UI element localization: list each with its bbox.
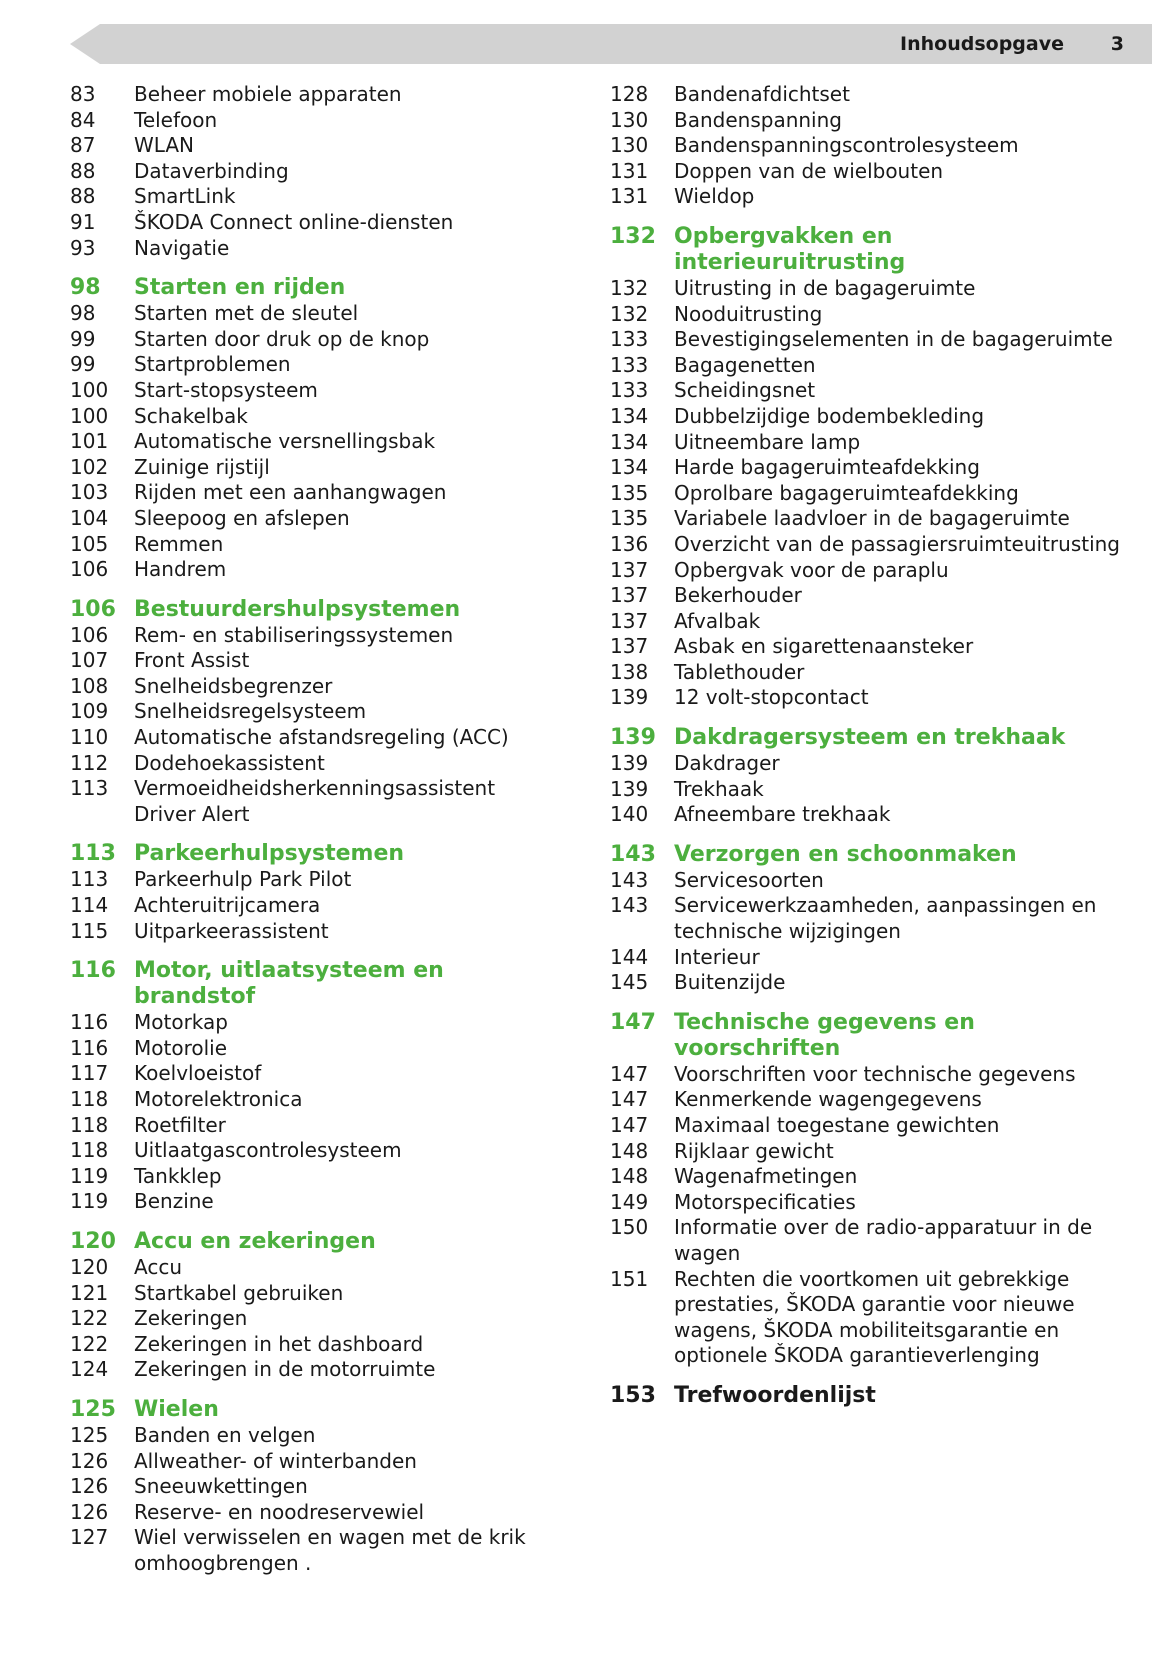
toc-entry-title: Accu — [134, 1254, 182, 1279]
toc-page-number: 88 — [70, 158, 96, 183]
toc-entry-title: Technische gegevens en voorschriften — [674, 1009, 975, 1061]
toc-entry[interactable] — [610, 378, 1130, 404]
toc-entry[interactable] — [70, 1087, 550, 1113]
toc-entry-title: Rechten die voortkomen uit gebrekkige prestaties, ŠKODA garantie voor nieuwe wagens, ŠKODA mobiliteitsgarantie en optionele ŠKODA garantieverlenging — [674, 1266, 1075, 1368]
toc-entry-title: Opbergvak voor de paraplu — [674, 557, 949, 582]
toc-entry[interactable] — [610, 532, 1130, 558]
toc-entry-title: Starten met de sleutel — [134, 301, 359, 326]
toc-page-number: 119 — [70, 1189, 109, 1214]
toc-entry-title: Servicesoorten — [674, 867, 824, 892]
toc-entry-title: Wagenafmetingen — [674, 1164, 858, 1189]
toc-entry-title: Zekeringen — [134, 1306, 248, 1331]
toc-entry-title: Tankklep — [134, 1163, 222, 1188]
toc-entry[interactable] — [610, 455, 1130, 481]
toc-page-number: 131 — [610, 158, 649, 183]
toc-page-number: 109 — [70, 699, 109, 724]
toc-page-number: 143 — [610, 841, 656, 867]
toc-entry[interactable] — [70, 725, 550, 751]
toc-page-number: 83 — [70, 82, 96, 106]
toc-entry[interactable] — [70, 1474, 550, 1500]
toc-entry[interactable] — [70, 1189, 550, 1215]
toc-entry-title: Motorspecificaties — [674, 1189, 856, 1214]
toc-page-number: 135 — [610, 480, 649, 505]
toc-entry-title: Vermoeidheidsherkenningsassistent Driver Alert — [134, 776, 496, 826]
toc-entry-title: Motorolie — [134, 1035, 228, 1060]
toc-entry-title: Sneeuwkettingen — [134, 1474, 308, 1499]
toc-entry[interactable] — [70, 1010, 550, 1036]
toc-entry[interactable] — [70, 1113, 550, 1139]
toc-entry[interactable] — [70, 1525, 550, 1576]
toc-page-number: 126 — [70, 1474, 109, 1499]
toc-entry-title: Dataverbinding — [134, 158, 289, 183]
toc-entry-title: Doppen van de wielbouten — [674, 158, 944, 183]
toc-page-number: 106 — [70, 596, 116, 622]
toc-page-number: 99 — [70, 326, 96, 351]
toc-section-heading[interactable] — [610, 842, 1130, 868]
toc-section-heading[interactable] — [610, 224, 1130, 276]
toc-entry-title: Tablethouder — [674, 659, 805, 684]
toc-entry[interactable] — [70, 404, 550, 430]
toc-page-number: 119 — [70, 1163, 109, 1188]
toc-entry[interactable] — [70, 623, 550, 649]
toc-entry[interactable] — [610, 481, 1130, 507]
toc-entry[interactable] — [610, 430, 1130, 456]
toc-entry[interactable] — [610, 751, 1130, 777]
toc-entry[interactable] — [70, 751, 550, 777]
toc-entry-title: Voorschriften voor technische gegevens — [674, 1061, 1076, 1086]
toc-entry-title: Kenmerkende wagengegevens — [674, 1087, 982, 1112]
toc-entry-title: Zekeringen in de motorruimte — [134, 1357, 436, 1382]
toc-entry-title: Navigatie — [134, 235, 230, 260]
toc-entry-title: Verzorgen en schoonmaken — [674, 841, 1017, 867]
toc-entry[interactable] — [70, 1255, 550, 1281]
toc-entry[interactable] — [70, 327, 550, 353]
toc-entry-title: SmartLink — [134, 184, 236, 209]
toc-page-number: 153 — [610, 1382, 656, 1408]
toc-page-number: 122 — [70, 1331, 109, 1356]
toc-entry-title: Dodehoekassistent — [134, 750, 325, 775]
toc-entry[interactable] — [610, 327, 1130, 353]
toc-entry-title: Oprolbare bagageruimteafdekking — [674, 480, 1019, 505]
toc-entry[interactable] — [70, 1306, 550, 1332]
page-number: 3 — [1110, 33, 1124, 55]
toc-page-number: 149 — [610, 1189, 649, 1214]
toc-page-number: 124 — [70, 1357, 109, 1382]
toc-entry-title: Motor, uitlaatsysteem en brandstof — [134, 958, 444, 1010]
toc-page-number: 133 — [610, 352, 649, 377]
toc-page-number: 88 — [70, 184, 96, 209]
toc-page-number: 105 — [70, 531, 109, 556]
toc-entry-title: Interieur — [674, 944, 760, 969]
toc-page-number: 98 — [70, 301, 96, 326]
toc-entry[interactable] — [610, 1215, 1130, 1266]
toc-page-number: 106 — [70, 622, 109, 647]
toc-entry[interactable] — [70, 1138, 550, 1164]
toc-entry-title: Bagagenetten — [674, 352, 816, 377]
toc-entry-title: Maximaal toegestane gewichten — [674, 1113, 1000, 1137]
toc-entry-title: Automatische versnellingsbak — [134, 429, 436, 454]
toc-page-number: 136 — [610, 531, 649, 556]
toc-entry-title: Startkabel gebruiken — [134, 1280, 344, 1305]
toc-page-number: 137 — [610, 583, 649, 608]
toc-entry-title: Rem- en stabiliseringssystemen — [134, 622, 454, 647]
toc-page-number: 113 — [70, 867, 109, 892]
toc-page-number: 148 — [610, 1138, 649, 1163]
toc-entry[interactable] — [610, 777, 1130, 803]
toc-entry[interactable] — [610, 660, 1130, 686]
toc-page-number: 147 — [610, 1009, 656, 1035]
toc-entry[interactable] — [610, 1164, 1130, 1190]
toc-page-number: 101 — [70, 429, 109, 454]
toc-entry[interactable] — [70, 1332, 550, 1358]
toc-entry[interactable] — [70, 1449, 550, 1475]
toc-entry-title: Reserve- en noodreservewiel — [134, 1499, 425, 1524]
toc-entry-title: Bandenspanningscontrolesysteem — [674, 133, 1019, 158]
toc-entry[interactable] — [610, 634, 1130, 660]
toc-entry-title: Motorelektronica — [134, 1087, 303, 1111]
toc-page-number: 113 — [70, 776, 109, 801]
toc-entry-title: Dakdrager — [674, 751, 780, 776]
toc-entry[interactable] — [70, 352, 550, 378]
toc-entry[interactable] — [610, 82, 1130, 108]
toc-page-number: 117 — [70, 1061, 109, 1086]
toc-page-number: 139 — [610, 776, 649, 801]
toc-entry-title: Zuinige rijstijl — [134, 454, 270, 479]
toc-section-heading[interactable] — [70, 958, 550, 1010]
toc-entry[interactable] — [70, 82, 550, 108]
toc-section-heading[interactable] — [610, 1010, 1130, 1062]
toc-entry-title: Allweather- of winterbanden — [134, 1448, 417, 1473]
toc-entry[interactable] — [610, 404, 1130, 430]
toc-entry[interactable] — [70, 210, 550, 236]
toc-page-number: 137 — [610, 608, 649, 633]
toc-page-number: 135 — [610, 506, 649, 531]
toc-entry-title: 12 volt-stopcontact — [674, 685, 869, 710]
toc-entry-title: Trefwoordenlijst — [674, 1382, 876, 1408]
toc-page-number: 139 — [610, 725, 656, 751]
toc-entry-title: Front Assist — [134, 648, 250, 673]
toc-entry[interactable] — [610, 302, 1130, 328]
toc-page-number: 118 — [70, 1087, 109, 1111]
toc-page-number: 93 — [70, 235, 96, 260]
toc-page-number: 100 — [70, 377, 109, 402]
toc-section-heading[interactable] — [70, 275, 550, 301]
toc-entry[interactable] — [610, 1190, 1130, 1216]
toc-entry[interactable] — [610, 1139, 1130, 1165]
toc-right-column — [610, 82, 1130, 1409]
toc-entry-title: Buitenzijde — [674, 970, 786, 995]
toc-page-number: 100 — [70, 403, 109, 428]
toc-entry[interactable] — [70, 159, 550, 185]
toc-entry-title: Asbak en sigarettenaansteker — [674, 634, 974, 659]
toc-entry[interactable] — [70, 532, 550, 558]
toc-entry[interactable] — [610, 276, 1130, 302]
toc-entry-title: Informatie over de radio-apparatuur in de wagen — [674, 1215, 1093, 1265]
toc-page-number: 110 — [70, 725, 109, 750]
toc-entry-title: Harde bagageruimteafdekking — [674, 455, 980, 480]
toc-page-number: 125 — [70, 1396, 116, 1422]
toc-entry-title: Schakelbak — [134, 403, 248, 428]
toc-page-number: 104 — [70, 505, 109, 530]
toc-page-number: 125 — [70, 1422, 109, 1447]
toc-page-number: 113 — [70, 841, 116, 867]
toc-entry[interactable] — [610, 184, 1130, 210]
toc-section-heading[interactable] — [610, 725, 1130, 751]
toc-entry[interactable] — [610, 868, 1130, 894]
toc-entry[interactable] — [70, 893, 550, 919]
toc-entry-title: Bandenspanning — [674, 107, 842, 132]
toc-entry[interactable] — [70, 1061, 550, 1087]
toc-entry[interactable] — [70, 378, 550, 404]
toc-entry-title: Parkeerhulp Park Pilot — [134, 867, 352, 892]
toc-page-number: 116 — [70, 1010, 109, 1035]
toc-entry-title: Wieldop — [674, 184, 755, 209]
toc-page-number: 128 — [610, 82, 649, 106]
toc-entry-title: Remmen — [134, 531, 224, 556]
toc-page-number: 99 — [70, 352, 96, 377]
toc-entry-title: Afneembare trekhaak — [674, 802, 891, 827]
toc-entry-title: Bandenafdichtset — [674, 82, 850, 106]
toc-entry-title: Motorkap — [134, 1010, 228, 1035]
toc-page-number: 102 — [70, 454, 109, 479]
toc-entry-title: Uitlaatgascontrolesysteem — [134, 1138, 402, 1163]
toc-page-number: 139 — [610, 685, 649, 710]
toc-entry[interactable] — [70, 919, 550, 945]
toc-page-number: 143 — [610, 893, 649, 918]
toc-entry[interactable] — [70, 699, 550, 725]
toc-entry[interactable] — [610, 558, 1130, 584]
toc-page-number: 120 — [70, 1228, 116, 1254]
toc-entry[interactable] — [610, 1062, 1130, 1088]
toc-page-number: 148 — [610, 1164, 649, 1189]
toc-entry[interactable] — [610, 133, 1130, 159]
toc-entry[interactable] — [70, 184, 550, 210]
toc-entry[interactable] — [610, 1267, 1130, 1369]
toc-entry-title: Sleepoog en afslepen — [134, 505, 350, 530]
toc-section-heading[interactable] — [70, 597, 550, 623]
toc-entry[interactable] — [610, 159, 1130, 185]
toc-entry-title: Scheidingsnet — [674, 378, 816, 403]
toc-entry-title: Opbergvakken en interieuruitrusting — [674, 223, 906, 275]
toc-entry-title: Achteruitrijcamera — [134, 893, 321, 918]
toc-entry-title: Rijden met een aanhangwagen — [134, 480, 447, 505]
toc-entry[interactable] — [70, 557, 550, 583]
toc-page-number: 134 — [610, 429, 649, 454]
toc-entry[interactable] — [70, 1036, 550, 1062]
toc-page-number: 126 — [70, 1499, 109, 1524]
toc-entry-title: Banden en velgen — [134, 1422, 316, 1447]
toc-entry-title: Nooduitrusting — [674, 301, 823, 326]
toc-page-number: 106 — [70, 557, 109, 582]
toc-page-number: 133 — [610, 327, 649, 352]
toc-section-heading[interactable] — [610, 1383, 1130, 1409]
toc-entry-title: Starten en rijden — [134, 275, 346, 301]
toc-page-number: 139 — [610, 751, 649, 776]
toc-left-column — [70, 82, 550, 1577]
toc-entry-title: Telefoon — [134, 107, 218, 132]
toc-entry[interactable] — [70, 455, 550, 481]
toc-section-heading[interactable] — [70, 1397, 550, 1423]
toc-entry[interactable] — [610, 108, 1130, 134]
toc-page-number: 132 — [610, 223, 656, 249]
toc-entry[interactable] — [610, 506, 1130, 532]
toc-page-number: 87 — [70, 133, 96, 158]
toc-page-number: 132 — [610, 275, 649, 300]
toc-entry-title: Bestuurdershulpsystemen — [134, 596, 461, 622]
toc-page-number: 118 — [70, 1138, 109, 1163]
toc-entry[interactable] — [70, 867, 550, 893]
toc-entry-title: Bevestigingselementen in de bagageruimte — [674, 327, 1113, 352]
toc-entry[interactable] — [610, 353, 1130, 379]
toc-entry[interactable] — [70, 108, 550, 134]
toc-entry-title: Uitrusting in de bagageruimte — [674, 275, 976, 300]
toc-entry[interactable] — [70, 1500, 550, 1526]
toc-entry-title: Accu en zekeringen — [134, 1228, 376, 1254]
toc-page-number: 98 — [70, 275, 101, 301]
toc-page-number: 134 — [610, 455, 649, 480]
toc-page-number: 150 — [610, 1215, 649, 1240]
toc-entry[interactable] — [70, 506, 550, 532]
toc-entry-title: Trekhaak — [674, 776, 764, 801]
toc-entry-title: Servicewerkzaamheden, aanpassingen en technische wijzigingen — [674, 893, 1097, 944]
toc-entry[interactable] — [610, 609, 1130, 635]
toc-entry-title: Wiel verwisselen en wagen met de krik omhoogbrengen . — [134, 1525, 526, 1575]
toc-entry[interactable] — [610, 685, 1130, 711]
toc-page-number: 116 — [70, 1035, 109, 1060]
toc-entry-title: Handrem — [134, 557, 227, 582]
toc-page-number: 134 — [610, 403, 649, 428]
toc-entry-title: Startproblemen — [134, 352, 291, 377]
toc-page-number: 130 — [610, 133, 649, 158]
toc-entry[interactable] — [70, 429, 550, 455]
toc-page-number: 121 — [70, 1280, 109, 1305]
toc-entry-title: Snelheidsbegrenzer — [134, 673, 333, 698]
toc-entry[interactable] — [70, 1164, 550, 1190]
toc-page-number: 144 — [610, 944, 649, 969]
toc-entry-title: Start-stopsysteem — [134, 377, 318, 402]
toc-entry-title: Uitparkeerassistent — [134, 918, 329, 943]
toc-entry[interactable] — [70, 301, 550, 327]
toc-entry-title: Bekerhouder — [674, 583, 802, 608]
toc-entry-title: Wielen — [134, 1396, 219, 1422]
toc-page-number: 122 — [70, 1306, 109, 1331]
toc-entry[interactable] — [70, 133, 550, 159]
toc-entry-title: Roetfilter — [134, 1112, 226, 1137]
toc-page-number: 103 — [70, 480, 109, 505]
toc-page-number: 112 — [70, 750, 109, 775]
toc-entry[interactable] — [70, 236, 550, 262]
toc-page-number: 131 — [610, 184, 649, 209]
toc-entry[interactable] — [70, 674, 550, 700]
toc-entry[interactable] — [610, 802, 1130, 828]
toc-entry-title: Automatische afstandsregeling (ACC) — [134, 725, 509, 750]
toc-page-number: 108 — [70, 673, 109, 698]
toc-entry-title: WLAN — [134, 133, 195, 158]
page-title: Inhoudsopgave — [900, 33, 1064, 55]
toc-page-number: 127 — [70, 1525, 109, 1550]
toc-page-number: 133 — [610, 378, 649, 403]
toc-entry-title: Variabele laadvloer in de bagageruimte — [674, 506, 1070, 531]
toc-entry[interactable] — [70, 648, 550, 674]
toc-entry[interactable] — [610, 970, 1130, 996]
toc-entry-title: Beheer mobiele apparaten — [134, 82, 402, 106]
toc-entry-title: ŠKODA Connect online-diensten — [134, 209, 454, 234]
toc-entry[interactable] — [610, 945, 1130, 971]
toc-page-number: 145 — [610, 970, 649, 995]
toc-entry[interactable] — [610, 583, 1130, 609]
toc-entry-title: Snelheidsregelsysteem — [134, 699, 367, 724]
toc-page-number: 138 — [610, 659, 649, 684]
toc-page-number: 84 — [70, 107, 96, 132]
toc-entry[interactable] — [70, 1281, 550, 1307]
toc-entry-title: Rijklaar gewicht — [674, 1138, 834, 1163]
toc-entry[interactable] — [610, 893, 1130, 944]
toc-entry-title: Starten door druk op de knop — [134, 326, 430, 351]
toc-page-number: 147 — [610, 1061, 649, 1086]
toc-entry-title: Afvalbak — [674, 608, 761, 633]
toc-entry-title: Dubbelzijdige bodembekleding — [674, 403, 985, 428]
toc-page-number: 115 — [70, 918, 109, 943]
toc-page-number: 147 — [610, 1087, 649, 1112]
toc-entry[interactable] — [70, 776, 550, 827]
toc-page-number: 140 — [610, 802, 649, 827]
toc-page-number: 107 — [70, 648, 109, 673]
toc-page-number: 126 — [70, 1448, 109, 1473]
toc-entry[interactable] — [70, 1357, 550, 1383]
toc-section-heading[interactable] — [70, 841, 550, 867]
toc-entry-title: Zekeringen in het dashboard — [134, 1331, 424, 1356]
toc-entry-title: Uitneembare lamp — [674, 429, 861, 454]
toc-page-number: 116 — [70, 958, 116, 984]
toc-page-number: 132 — [610, 301, 649, 326]
toc-page-number: 118 — [70, 1112, 109, 1137]
toc-entry[interactable] — [610, 1087, 1130, 1113]
toc-page-number: 120 — [70, 1254, 109, 1279]
toc-entry-title: Benzine — [134, 1189, 214, 1214]
toc-entry-title: Koelvloeistof — [134, 1061, 262, 1086]
toc-entry-title: Dakdragersysteem en trekhaak — [674, 725, 1066, 751]
toc-page-number: 143 — [610, 867, 649, 892]
toc-entry[interactable] — [70, 480, 550, 506]
toc-page-number: 137 — [610, 634, 649, 659]
toc-page-number: 130 — [610, 107, 649, 132]
toc-page-number: 91 — [70, 209, 96, 234]
toc-entry[interactable] — [70, 1423, 550, 1449]
toc-page-number: 137 — [610, 557, 649, 582]
toc-page-number: 114 — [70, 893, 109, 918]
toc-section-heading[interactable] — [70, 1229, 550, 1255]
toc-entry-title: Overzicht van de passagiersruimteuitrusting — [674, 531, 1121, 556]
toc-entry-title: Parkeerhulpsystemen — [134, 841, 405, 867]
toc-page-number: 147 — [610, 1113, 649, 1137]
toc-page-number: 151 — [610, 1266, 649, 1291]
toc-entry[interactable] — [610, 1113, 1130, 1139]
